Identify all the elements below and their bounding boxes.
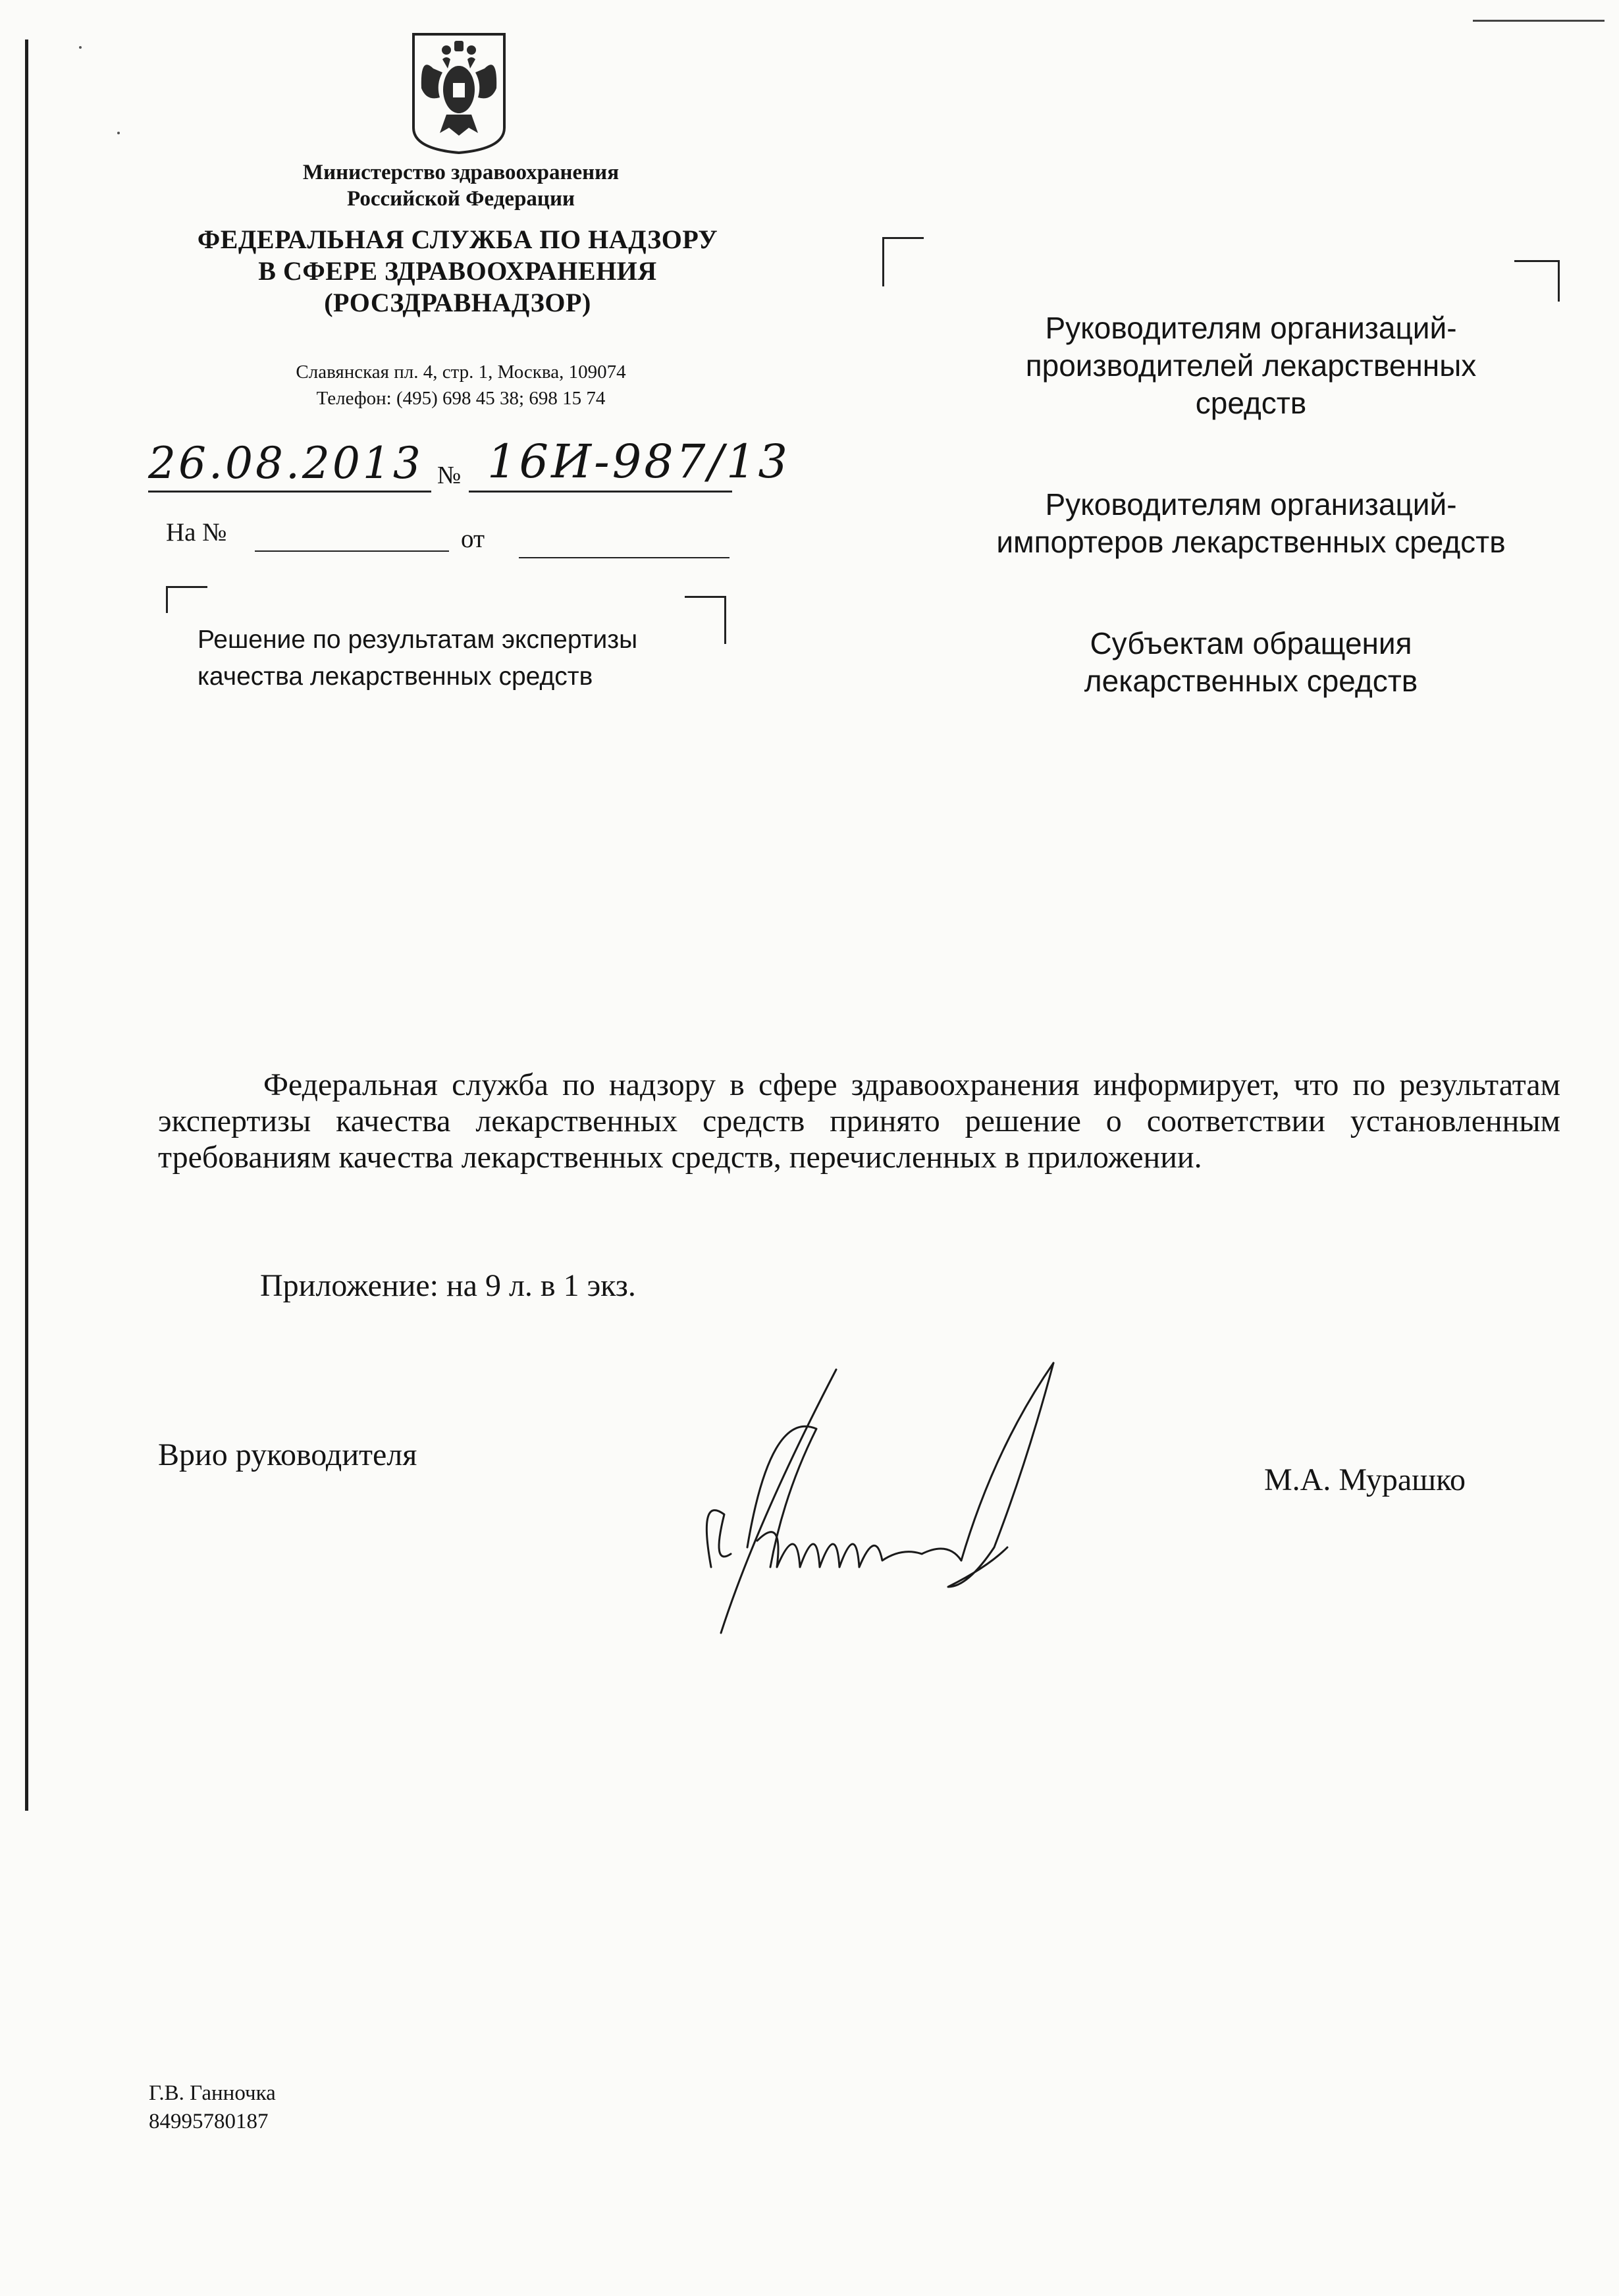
executor-phone: 84995780187: [149, 2110, 269, 2133]
ministry-line: Министерство здравоохранения: [302, 161, 620, 184]
handwritten-reg-number: 16И-987/13: [487, 435, 791, 489]
signer-name: М.А. Мурашко: [1264, 1462, 1466, 1497]
recipient-line: Руководителям организаций-: [1045, 311, 1457, 345]
reply-to-blank: [255, 550, 449, 552]
bracket-corner: [882, 237, 924, 286]
handwritten-signature: [685, 1350, 1080, 1666]
recipient-line: Субъектам обращения: [1090, 626, 1412, 660]
reply-to-label: На №: [166, 518, 227, 547]
service-line: (РОСЗДРАВНАДЗОР): [324, 288, 591, 317]
recipient-group: [922, 486, 1580, 561]
recipient-line: производителей лекарственных: [1025, 348, 1477, 383]
subject-line: качества лекарственных средств: [198, 662, 593, 691]
attachment-note: Приложение: на 9 л. в 1 экз.: [260, 1268, 636, 1303]
recipients: [922, 309, 1580, 764]
service-line: ФЕДЕРАЛЬНАЯ СЛУЖБА ПО НАДЗОРУ: [197, 225, 718, 254]
service-name: [119, 224, 797, 319]
recipient-line: импортеров лекарственных средств: [996, 525, 1506, 559]
handwritten-date: 26.08.2013: [148, 438, 423, 489]
executor-block: [149, 2079, 276, 2136]
bracket-corner: [166, 586, 207, 613]
scan-speck: [79, 46, 82, 49]
scan-edge-line: [1473, 20, 1605, 22]
scan-margin-bar: [25, 40, 28, 1811]
from-blank: [519, 557, 730, 558]
letter-body: [158, 1067, 1560, 1175]
recipient-group: [922, 309, 1580, 422]
phone: Телефон: (495) 698 45 38; 698 15 74: [316, 388, 606, 409]
body-paragraph: Федеральная служба по надзору в сфере здравоохранения информирует, что по результатам экспертизы качества лекарственных средств принято решение о соответствии установленным требованиям качества лекарственных средств, перечисленных в приложении.: [158, 1067, 1560, 1175]
contact-block: [165, 359, 757, 412]
number-sign: №: [437, 462, 462, 489]
number-underline: [469, 491, 732, 493]
recipient-group: [922, 625, 1580, 700]
ministry-line: Российской Федерации: [347, 187, 575, 211]
recipient-line: средств: [1195, 386, 1307, 420]
date-underline: [148, 491, 431, 493]
from-label: от: [461, 525, 485, 553]
executor-name: Г.В. Ганночка: [149, 2081, 276, 2105]
service-line: В СФЕРЕ ЗДРАВООХРАНЕНИЯ: [258, 256, 657, 286]
scan-speck: [117, 132, 120, 134]
subject: [198, 622, 764, 695]
subject-line: Решение по результатам экспертизы: [198, 626, 638, 654]
bracket-corner: [1514, 260, 1560, 302]
recipient-line: лекарственных средств: [1084, 664, 1418, 698]
signer-role: Врио руководителя: [158, 1437, 417, 1472]
coat-of-arms-icon: [407, 29, 511, 154]
address: Славянская пл. 4, стр. 1, Москва, 109074: [296, 361, 626, 383]
ministry-name: [165, 159, 757, 212]
recipient-line: Руководителям организаций-: [1045, 487, 1457, 521]
